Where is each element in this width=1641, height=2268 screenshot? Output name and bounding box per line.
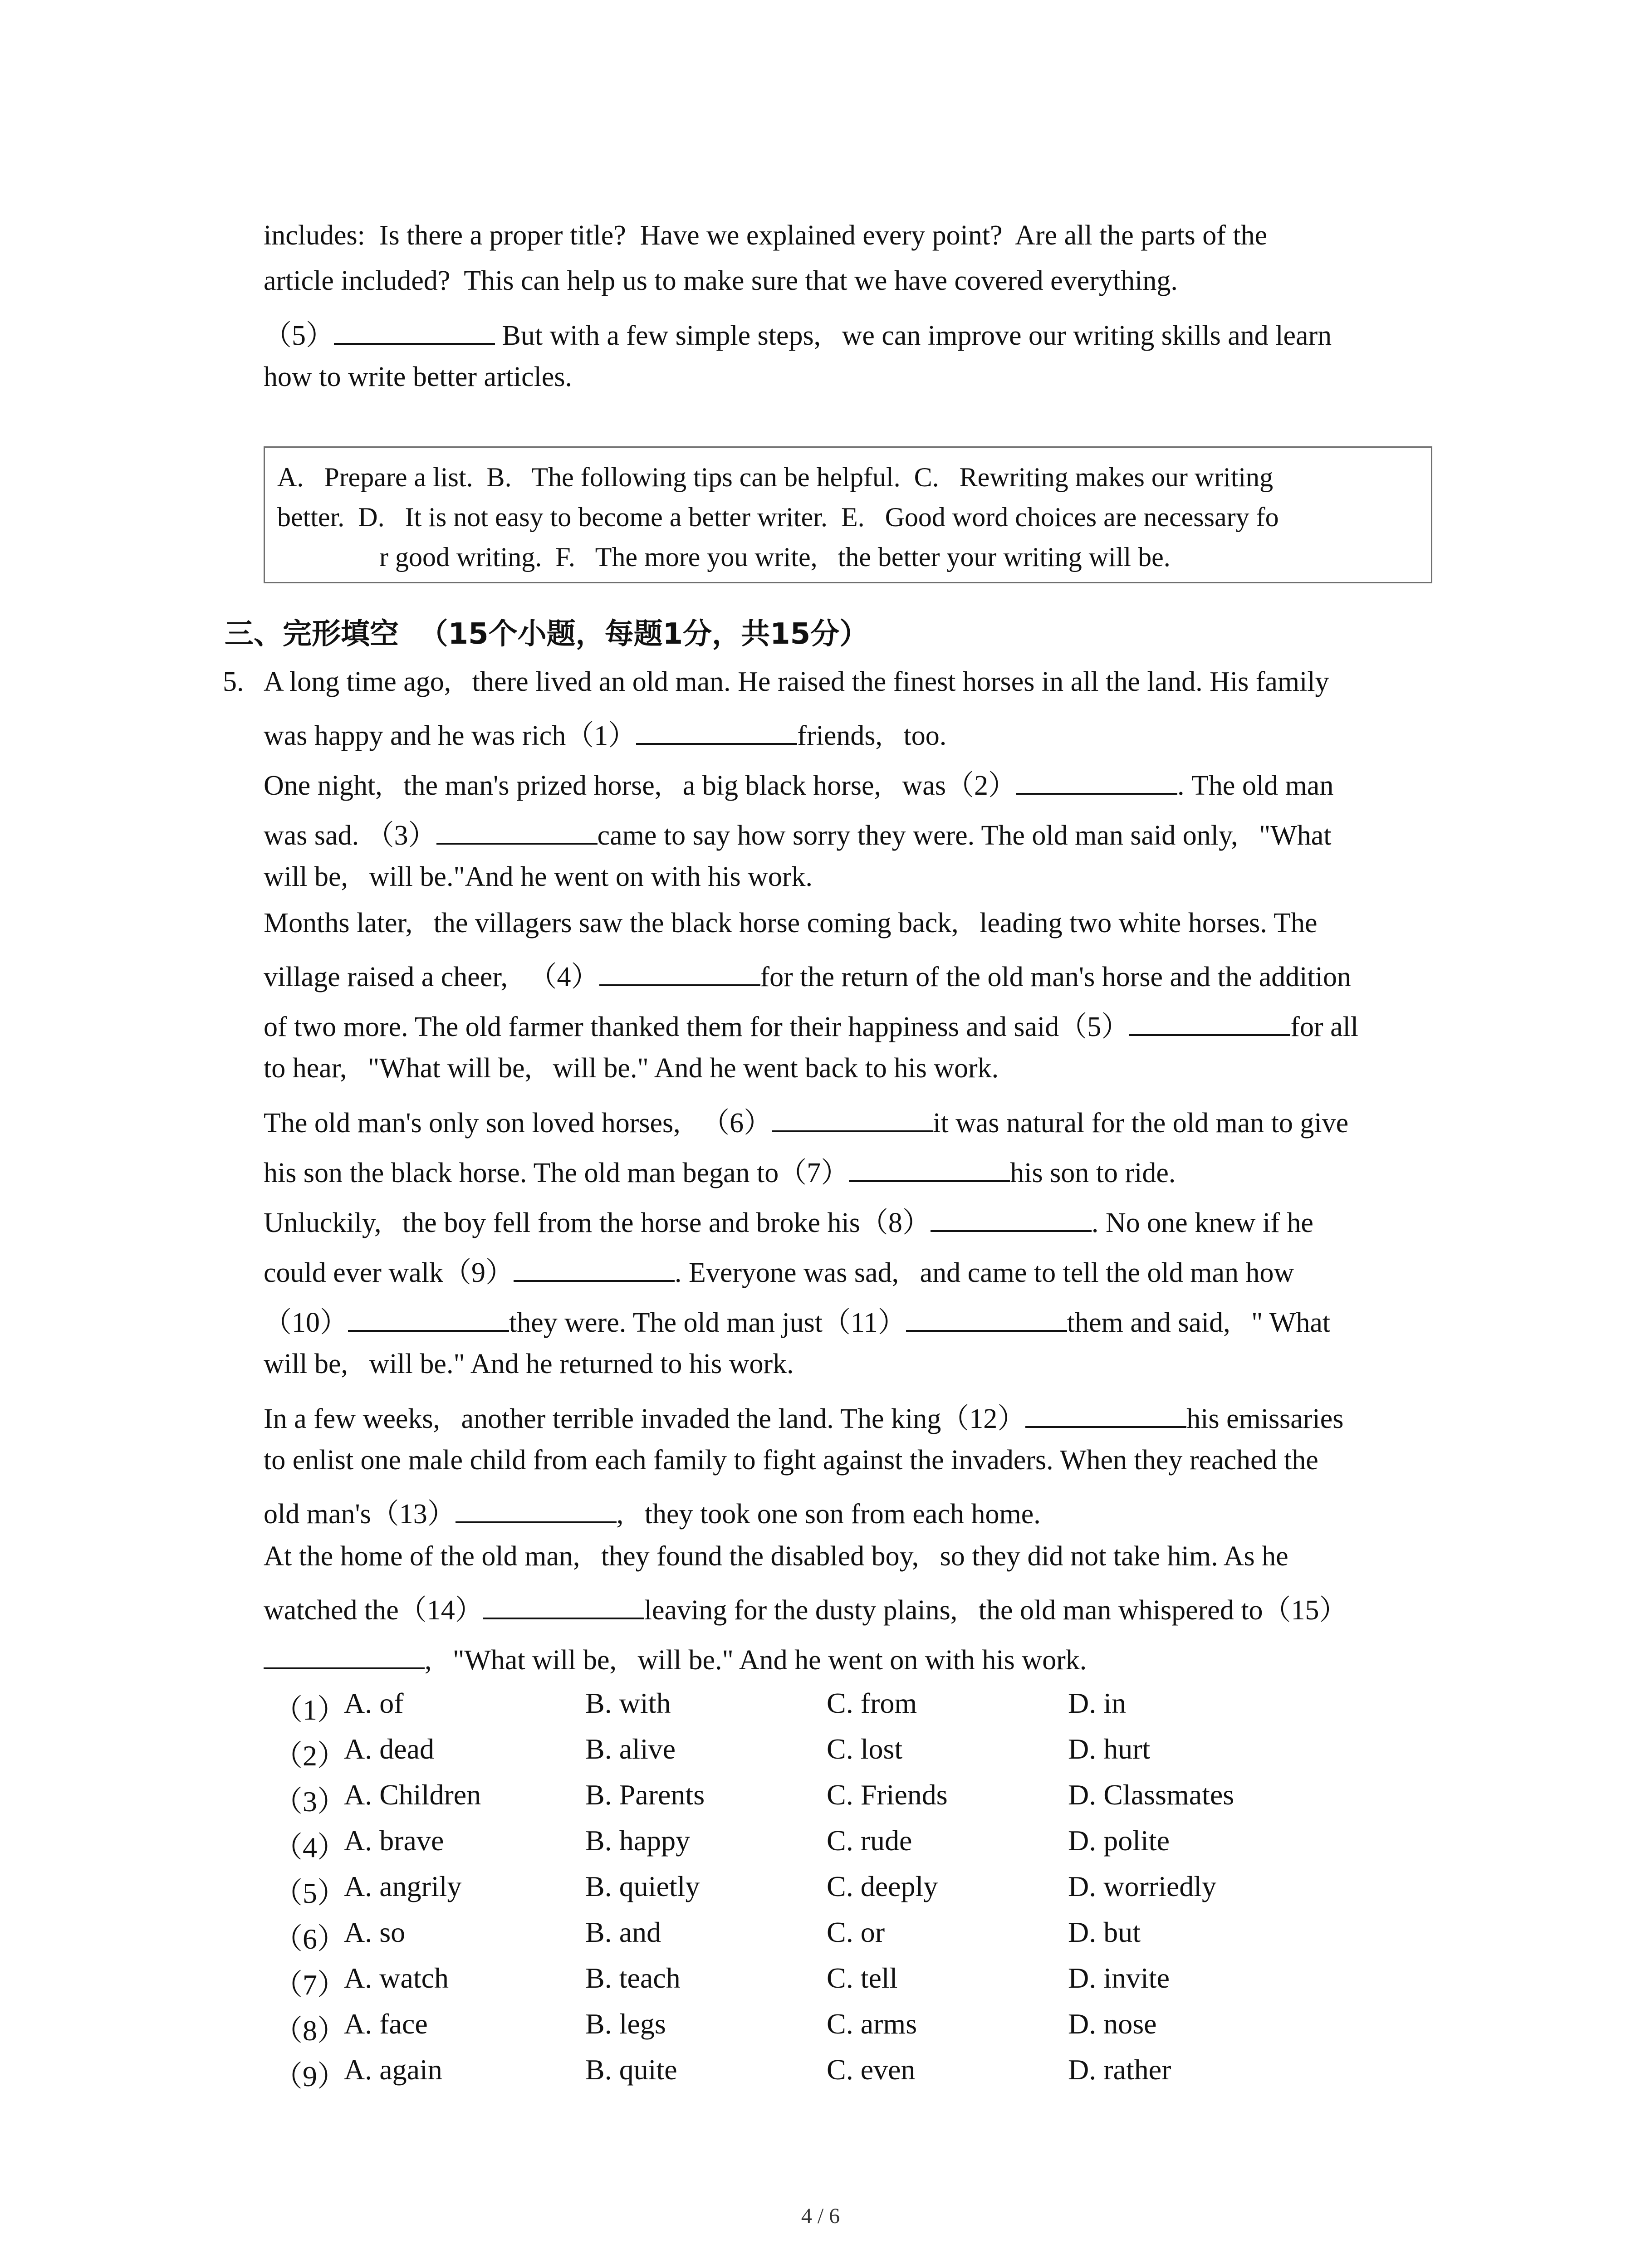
- passage-text: village raised a cheer, （4）: [264, 961, 599, 992]
- choice-d[interactable]: D. polite: [1068, 1824, 1170, 1857]
- passage-text: came to say how sorry they were. The old man said only, "What: [597, 820, 1332, 851]
- intro-line-3: [264, 318, 1332, 350]
- intro-line-4: how to write better articles.: [264, 362, 573, 392]
- passage-text: , they took one son from each home.: [616, 1498, 1041, 1530]
- answer-blank-9[interactable]: [514, 1255, 675, 1282]
- choice-b[interactable]: B. Parents: [585, 1779, 705, 1811]
- section-heading: 三、完形填空 （15个小题，每题1分，共15分）: [225, 617, 869, 651]
- choice-a[interactable]: A. again: [344, 2053, 442, 2086]
- passage-text: it was natural for the old man to give: [933, 1107, 1349, 1139]
- choice-c[interactable]: C. rude: [827, 1824, 912, 1857]
- passage-text: The old man's only son loved horses, （6）: [264, 1107, 772, 1139]
- choice-c[interactable]: C. from: [827, 1687, 917, 1719]
- passage-text: . Everyone was sad, and came to tell the old man how: [674, 1257, 1294, 1288]
- option-box-line-1: A. Prepare a list. B. The following tips can be helpful. C. Rewriting makes our writing: [277, 462, 1274, 492]
- passage-text: could ever walk（9）: [264, 1257, 514, 1288]
- answer-blank-10[interactable]: [348, 1305, 509, 1332]
- answer-blank-6[interactable]: [772, 1105, 933, 1132]
- answer-blank-5[interactable]: [334, 318, 495, 345]
- passage-line-15: will be, will be." And he returned to his work.: [264, 1349, 794, 1379]
- passage-line-20: [264, 1592, 1347, 1624]
- answer-blank-4[interactable]: [599, 959, 760, 986]
- intro-line-1: includes: Is there a proper title? Have we explained every point? Are all the parts of the: [264, 220, 1268, 251]
- answer-blank-2[interactable]: [1016, 767, 1177, 795]
- choice-c[interactable]: C. deeply: [827, 1870, 938, 1902]
- choice-number: （8）: [274, 2014, 346, 2047]
- passage-text: was happy and he was rich（1）: [264, 720, 637, 751]
- choice-d[interactable]: D. rather: [1068, 2053, 1171, 2086]
- passage-text: . No one knew if he: [1091, 1207, 1313, 1238]
- choice-d[interactable]: D. invite: [1068, 1962, 1170, 1994]
- passage-line-9: to hear, "What will be, will be." And he went back to his work.: [264, 1053, 999, 1084]
- choice-number: （7）: [274, 1969, 346, 2001]
- answer-blank-1[interactable]: [636, 718, 797, 745]
- choice-b[interactable]: B. quite: [585, 2053, 677, 2086]
- choice-c[interactable]: C. tell: [827, 1962, 898, 1994]
- choice-c[interactable]: C. even: [827, 2053, 916, 2086]
- passage-text: Unluckily, the boy fell from the horse and broke his（8）: [264, 1207, 931, 1238]
- passage-line-4: [264, 817, 1332, 850]
- passage-text: was sad. （3）: [264, 820, 436, 851]
- passage-line-11: [264, 1155, 1176, 1187]
- passage-line-7: [264, 959, 1351, 991]
- choice-number: （2）: [274, 1740, 346, 1772]
- passage-text: One night, the man's prized horse, a big black horse, was（2）: [264, 770, 1016, 801]
- choice-a[interactable]: A. watch: [344, 1962, 449, 1994]
- passage-line-2: [264, 718, 946, 750]
- passage-text: leaving for the dusty plains, the old man whispered to（15）: [644, 1594, 1347, 1626]
- passage-text: his emissaries: [1186, 1403, 1344, 1434]
- passage-text: for all: [1290, 1011, 1359, 1042]
- choice-number: （1）: [274, 1694, 346, 1726]
- question-5-number: （5）: [264, 320, 334, 351]
- answer-blank-15[interactable]: [264, 1642, 425, 1669]
- passage-text: old man's（13）: [264, 1498, 456, 1530]
- choice-b[interactable]: B. legs: [585, 2008, 666, 2040]
- passage-text: they were. The old man just（11）: [509, 1307, 906, 1338]
- choice-d[interactable]: D. nose: [1068, 2008, 1157, 2040]
- choice-d[interactable]: D. Classmates: [1068, 1779, 1234, 1811]
- choice-a[interactable]: A. angrily: [344, 1870, 462, 1902]
- passage-line-10: [264, 1105, 1348, 1137]
- choice-a[interactable]: A. brave: [344, 1824, 444, 1857]
- passage-text: them and said, " What: [1067, 1307, 1331, 1338]
- option-box-line-2: better. D. It is not easy to become a better writer. E. Good word choices are necessary fo: [277, 502, 1279, 532]
- passage-line-12: [264, 1205, 1313, 1237]
- passage-line-18: [264, 1496, 1041, 1528]
- passage-text: his son to ride.: [1010, 1157, 1176, 1188]
- choice-number: （4）: [274, 1831, 346, 1863]
- answer-blank-14[interactable]: [483, 1592, 644, 1619]
- choice-b[interactable]: B. teach: [585, 1962, 681, 1994]
- passage-text: his son the black horse. The old man began to（7）: [264, 1157, 849, 1188]
- choice-d[interactable]: D. in: [1068, 1687, 1126, 1719]
- passage-line-13: [264, 1255, 1294, 1287]
- choice-b[interactable]: B. with: [585, 1687, 671, 1719]
- choice-number: （9）: [274, 2060, 346, 2092]
- passage-line-16: [264, 1401, 1343, 1433]
- choice-number: （5）: [274, 1877, 346, 1909]
- answer-blank-5[interactable]: [1129, 1009, 1290, 1036]
- passage-text: for the return of the old man's horse and the addition: [760, 961, 1351, 992]
- passage-line-8: [264, 1009, 1358, 1041]
- choice-c[interactable]: C. Friends: [827, 1779, 948, 1811]
- choice-b[interactable]: B. quietly: [585, 1870, 700, 1902]
- passage-line-14: [264, 1305, 1330, 1337]
- passage-number: 5.: [223, 666, 244, 697]
- option-box-line-3: r good writing. F. The more you write, the better your writing will be.: [379, 542, 1171, 572]
- passage-text: of two more. The old farmer thanked them for their happiness and said（5）: [264, 1011, 1130, 1042]
- passage-line-6: Months later, the villagers saw the black horse coming back, leading two white horses. The: [264, 908, 1318, 938]
- answer-blank-8[interactable]: [931, 1205, 1092, 1232]
- passage-line-19: At the home of the old man, they found the disabled boy, so they did not take him. As he: [264, 1541, 1288, 1572]
- choice-a[interactable]: A. Children: [344, 1779, 481, 1811]
- choice-d[interactable]: D. but: [1068, 1916, 1141, 1948]
- passage-text: watched the（14）: [264, 1594, 483, 1626]
- passage-line-3: [264, 767, 1333, 800]
- passage-line-1: A long time ago, there lived an old man. He raised the finest horses in all the land. His family: [264, 666, 1329, 697]
- passage-text: friends, too.: [797, 720, 947, 751]
- choice-number: （3）: [274, 1785, 346, 1818]
- intro-line-3-text: But with a few simple steps, we can improve our writing skills and learn: [495, 320, 1332, 351]
- passage-text: . The old man: [1177, 770, 1334, 801]
- answer-blank-11[interactable]: [906, 1305, 1067, 1332]
- choice-a[interactable]: A. dead: [344, 1733, 435, 1765]
- choice-d[interactable]: D. hurt: [1068, 1733, 1151, 1765]
- answer-blank-3[interactable]: [436, 817, 598, 845]
- choice-b[interactable]: B. happy: [585, 1824, 691, 1857]
- passage-line-17: to enlist one male child from each family to fight against the invaders. When they reached the: [264, 1445, 1318, 1476]
- choice-d[interactable]: D. worriedly: [1068, 1870, 1217, 1902]
- page-number: 4 / 6: [801, 2204, 840, 2228]
- choice-a[interactable]: A. face: [344, 2008, 428, 2040]
- answer-blank-13[interactable]: [456, 1496, 617, 1523]
- passage-line-21: [264, 1642, 1087, 1674]
- choice-b[interactable]: B. and: [585, 1916, 661, 1948]
- intro-line-2: article included? This can help us to make sure that we have covered everything.: [264, 265, 1178, 296]
- choice-b[interactable]: B. alive: [585, 1733, 676, 1765]
- passage-text: In a few weeks, another terrible invaded the land. The king（12）: [264, 1403, 1026, 1434]
- choice-number: （6）: [274, 1923, 346, 1955]
- choice-a[interactable]: A. so: [344, 1916, 406, 1948]
- passage-text: （10）: [264, 1307, 348, 1338]
- answer-blank-12[interactable]: [1025, 1401, 1186, 1428]
- choice-c[interactable]: C. lost: [827, 1733, 903, 1765]
- passage-line-5: will be, will be."And he went on with his work.: [264, 861, 813, 892]
- passage-text: , "What will be, will be." And he went on with his work.: [425, 1644, 1087, 1676]
- choice-a[interactable]: A. of: [344, 1687, 404, 1719]
- choice-c[interactable]: C. or: [827, 1916, 885, 1948]
- choice-c[interactable]: C. arms: [827, 2008, 917, 2040]
- answer-blank-7[interactable]: [849, 1155, 1010, 1182]
